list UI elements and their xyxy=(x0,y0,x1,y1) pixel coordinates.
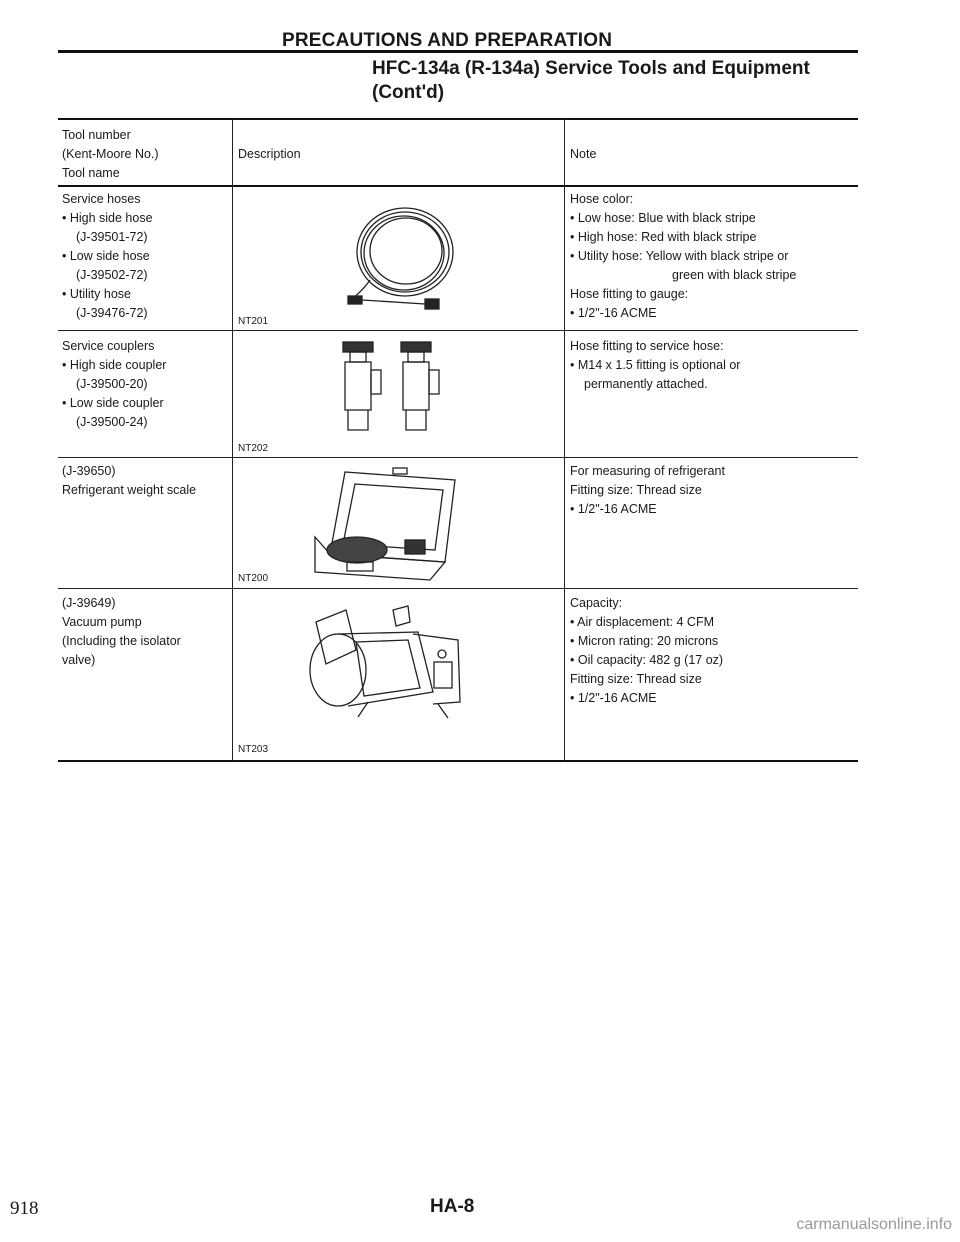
table-bottom-rule xyxy=(58,760,858,762)
service-hose-illustration xyxy=(330,200,460,315)
note-cell-weight-scale: For measuring of refrigerant Fitting size: Thread size • 1/2"-16 ACME xyxy=(570,464,725,516)
service-couplers-illustration xyxy=(335,338,455,438)
note-cell-service-couplers: Hose fitting to service hose: • M14 x 1.5 fitting is optional or permanently attached. xyxy=(570,339,741,391)
header-rule xyxy=(58,50,858,53)
page-code: HA-8 xyxy=(430,1196,475,1217)
header-description: Description xyxy=(238,147,301,161)
tool-cell-vacuum-pump: (J-39649) Vacuum pump (Including the isolator valve) xyxy=(62,596,181,667)
row-divider xyxy=(58,457,858,458)
note-cell-service-hoses: Hose color: • Low hose: Blue with black stripe • High hose: Red with black stripe • Utility hose: Yellow with black stripe or green with black stripe Hose fitting to gauge: • 1/2"-16 ACME xyxy=(570,192,797,320)
subtitle-line-2: (Cont'd) xyxy=(372,82,445,103)
page-number: 918 xyxy=(10,1198,39,1219)
section-heading: PRECAUTIONS AND PREPARATION xyxy=(282,30,613,51)
tool-cell-service-hoses: Service hoses • High side hose (J-39501-72) • Low side hose (J-39502-72) • Utility hose (J-39476-72) xyxy=(62,192,153,320)
illustration-code: NT201 xyxy=(238,316,269,327)
illustration-code: NT200 xyxy=(238,573,269,584)
weight-scale-illustration xyxy=(305,462,465,584)
table-top-rule xyxy=(58,118,858,120)
watermark: carmanualsonline.info xyxy=(796,1216,952,1233)
vacuum-pump-illustration xyxy=(298,592,473,727)
illustration-code: NT202 xyxy=(238,443,269,454)
column-divider xyxy=(232,118,233,761)
tool-cell-weight-scale: (J-39650) Refrigerant weight scale xyxy=(62,464,197,497)
page-subtitle xyxy=(372,57,862,105)
column-divider xyxy=(564,118,565,761)
subtitle-line-1: HFC-134a (R-134a) Service Tools and Equipment xyxy=(372,58,810,79)
header-tool-number: Tool number (Kent-Moore No.) Tool name xyxy=(62,128,159,180)
note-cell-vacuum-pump: Capacity: • Air displacement: 4 CFM • Micron rating: 20 microns • Oil capacity: 482 g (17 oz) Fitting size: Thread size • 1/2"-16 ACME xyxy=(570,596,724,705)
table-header-rule xyxy=(58,185,858,187)
header-note: Note xyxy=(570,147,597,161)
illustration-code: NT203 xyxy=(238,744,269,755)
row-divider xyxy=(58,588,858,589)
tool-cell-service-couplers: Service couplers • High side coupler (J-39500-20) • Low side coupler (J-39500-24) xyxy=(62,339,167,429)
row-divider xyxy=(58,330,858,331)
